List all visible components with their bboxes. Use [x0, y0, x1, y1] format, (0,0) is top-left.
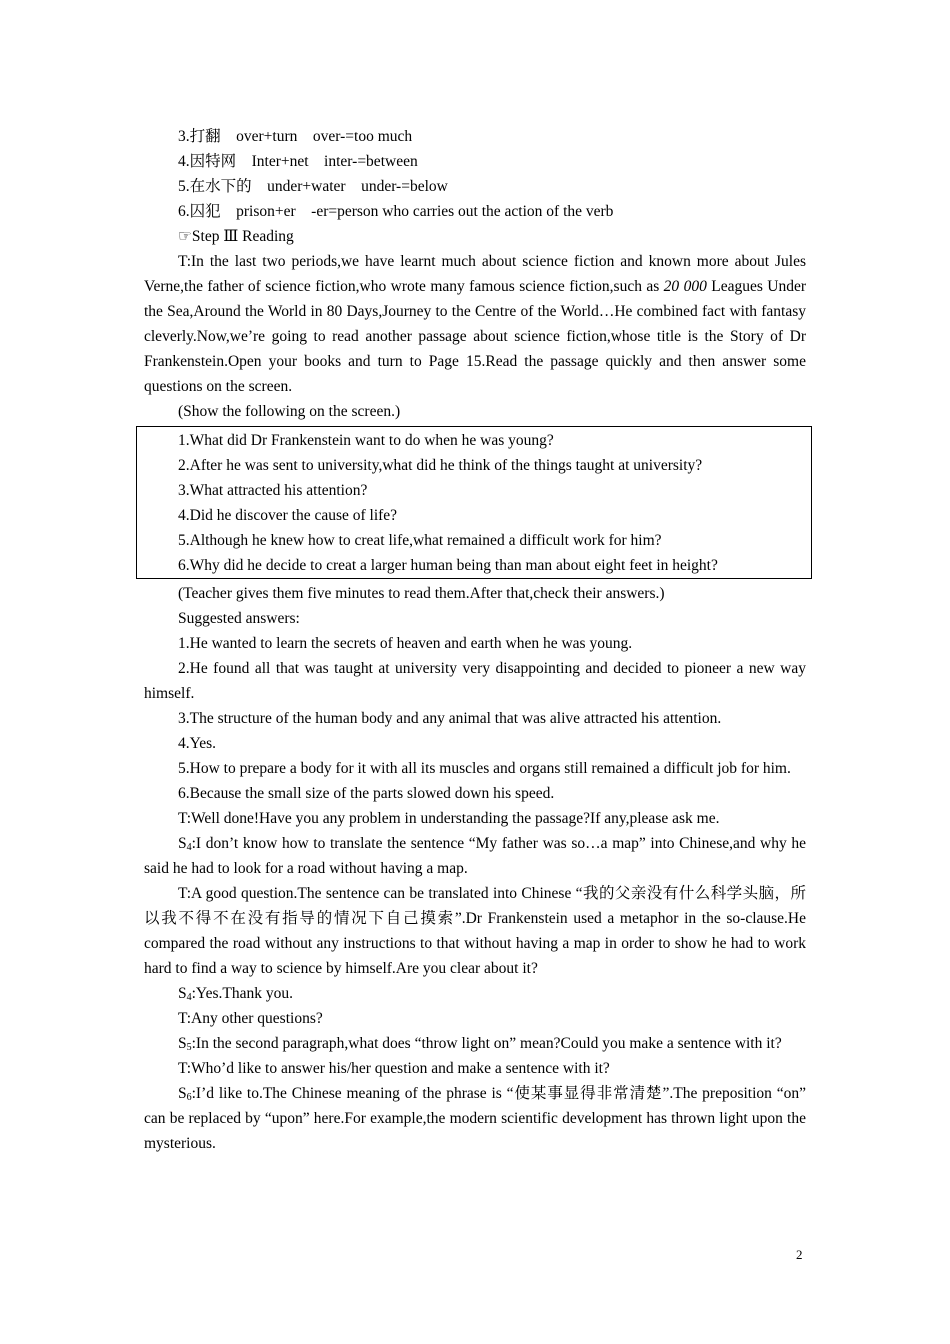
answer-item: 6.Because the small size of the parts slowed down his speed. [178, 785, 555, 802]
step-heading: ☞Step Ⅲ Reading [178, 228, 294, 245]
teacher-line: T:Any other questions? [178, 1010, 323, 1027]
teacher-line: T:A good question.The sentence can be translated into Chinese “我的父亲没有什么科学头脑，所以我不得不在没有指导的情况下自己摸索”.Dr Frankenstein used a metaphor in the so-clause.He compared the road without any instructions to that without having a map in order to show he had to work hard to find a way to science by himself.Are you clear about it? [144, 885, 806, 977]
student-line: $S_4:Yes.Thank$ you. [178, 985, 293, 1003]
answer-item: 3.The structure of the human body and any animal that was alive attracted his attention. [178, 710, 722, 727]
student-line: $S_5:In$ the second paragraph,what does “throw light on” mean?Could you make a sentence with it? [178, 1035, 782, 1053]
vocab-line: 5.在水下的 under+water under-=below [178, 178, 448, 195]
question-item: 4.Did he discover the cause of life? [178, 507, 398, 524]
teacher-line: T:Well done!Have you any problem in understanding the passage?If any,please ask me. [178, 810, 720, 827]
question-item: 2.After he was sent to university,what did he think of the things taught at university? [178, 457, 703, 474]
intro-paragraph: T:In the last two periods,we have learnt much about science fiction and known more about Jules Verne,the father of science fiction,who wrote many famous science fiction,such as 20 000 Leagues Under the Sea,Around the World in 80 Days,Journey to the Centre of the World…He combined fact with fantasy cleverly.Now,we’re going to read another passage about science fiction,whose title is the Story of Dr Frankenstein.Open your books and turn to Page 15.Read the passage quickly and then answer some questions on the screen. [144, 253, 807, 395]
document-page [144, 124, 806, 1156]
answer-item: 4.Yes. [178, 735, 217, 752]
student-line: $S_6:I’d$ like to.The Chinese meaning of the phrase is “使某事显得非常清楚”.The preposition “on” can be replaced by “upon” here.For example,the modern scientific development has thrown light upon the mysterious. [144, 1085, 806, 1152]
answer-item: 5.How to prepare a body for it with all its muscles and organs still remained a difficult job for him. [178, 760, 791, 777]
teacher-line: T:Who’d like to answer his/her question and make a sentence with it? [178, 1060, 610, 1077]
teacher-note: (Teacher gives them five minutes to read them.After that,check their answers.) [178, 585, 665, 602]
vocab-line: 4.因特网 Inter+net inter-=between [178, 153, 418, 170]
answers-heading: Suggested answers: [178, 610, 300, 627]
vocab-line: 3.打翻 over+turn over-=too much [178, 128, 413, 145]
answer-item: 2.He found all that was taught at university very disappointing and decided to pioneer a new way himself. [144, 660, 806, 702]
italic-number: 20 000 [663, 278, 707, 295]
student-line: $S_4:I$ don’t know how to translate the sentence “My father was so…a map” into Chinese,and why he said he had to look for a road without having a map. [144, 835, 806, 877]
question-item: 6.Why did he decide to creat a larger human being than man about eight feet in height? [178, 557, 718, 574]
question-item: 1.What did Dr Frankenstein want to do when he was young? [178, 432, 554, 449]
vocab-line: 6.囚犯 prison+er -er=person who carries out the action of the verb [178, 203, 614, 220]
question-item: 3.What attracted his attention? [178, 482, 368, 499]
show-note: (Show the following on the screen.) [178, 403, 401, 420]
page-number: 2 [796, 1247, 803, 1262]
questions-box [136, 426, 812, 579]
answer-item: 1.He wanted to learn the secrets of heaven and earth when he was young. [178, 635, 633, 652]
question-item: 5.Although he knew how to creat life,what remained a difficult work for him? [178, 532, 662, 549]
